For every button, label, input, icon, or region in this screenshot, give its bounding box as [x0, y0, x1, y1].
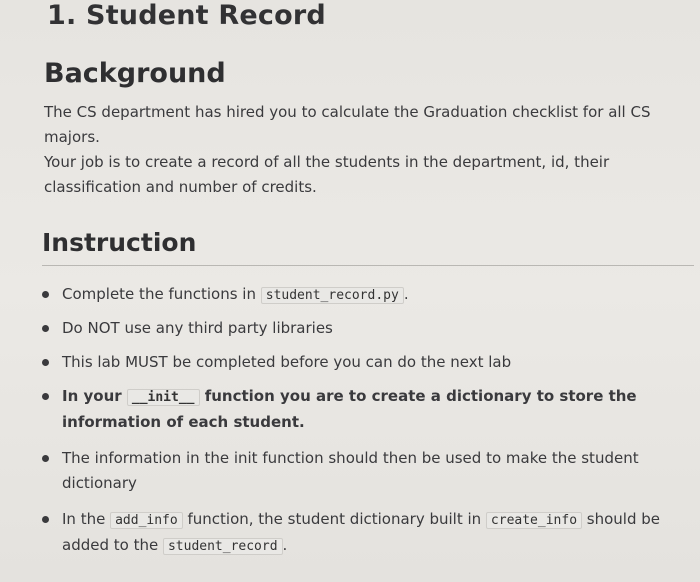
page-title: 1. Student Record [47, 0, 326, 31]
item-text: should be added to the [62, 510, 660, 554]
item-text: function, the student dictionary built in [182, 510, 486, 528]
item-text: The information in the init function should then be used to make the student dictionary [62, 449, 639, 492]
bullet-icon [42, 393, 49, 400]
item-text: . [282, 536, 288, 554]
instruction-heading: Instruction [42, 228, 197, 257]
bullet-icon [42, 455, 49, 462]
item-text: Complete the functions in [62, 285, 261, 303]
inline-code: student_record.py [261, 287, 404, 304]
bullet-icon [42, 325, 49, 332]
item-text: . [403, 285, 409, 303]
item-text: function you are to create a dictionary to store the information of each student. [62, 387, 637, 431]
bullet-icon [42, 291, 49, 298]
heading-divider [42, 265, 694, 266]
inline-code: create_info [486, 512, 582, 529]
item-text: In your [62, 387, 127, 405]
background-line-1: The CS department has hired you to calculate the Graduation checklist for all CS majors. [44, 103, 651, 146]
inline-code: __init__ [127, 389, 200, 406]
item-text: In the [62, 510, 111, 528]
bullet-icon [42, 516, 49, 523]
background-paragraph [44, 100, 674, 200]
background-heading: Background [44, 58, 226, 89]
item-text: This lab MUST be completed before you can do the next lab [62, 353, 512, 371]
bullet-icon [42, 359, 49, 366]
background-line-2: Your job is to create a record of all the students in the department, id, their classification and number of credits. [44, 153, 610, 196]
item-text: Do NOT use any third party libraries [62, 319, 333, 337]
inline-code: add_info [110, 512, 183, 529]
inline-code: student_record [163, 538, 283, 555]
